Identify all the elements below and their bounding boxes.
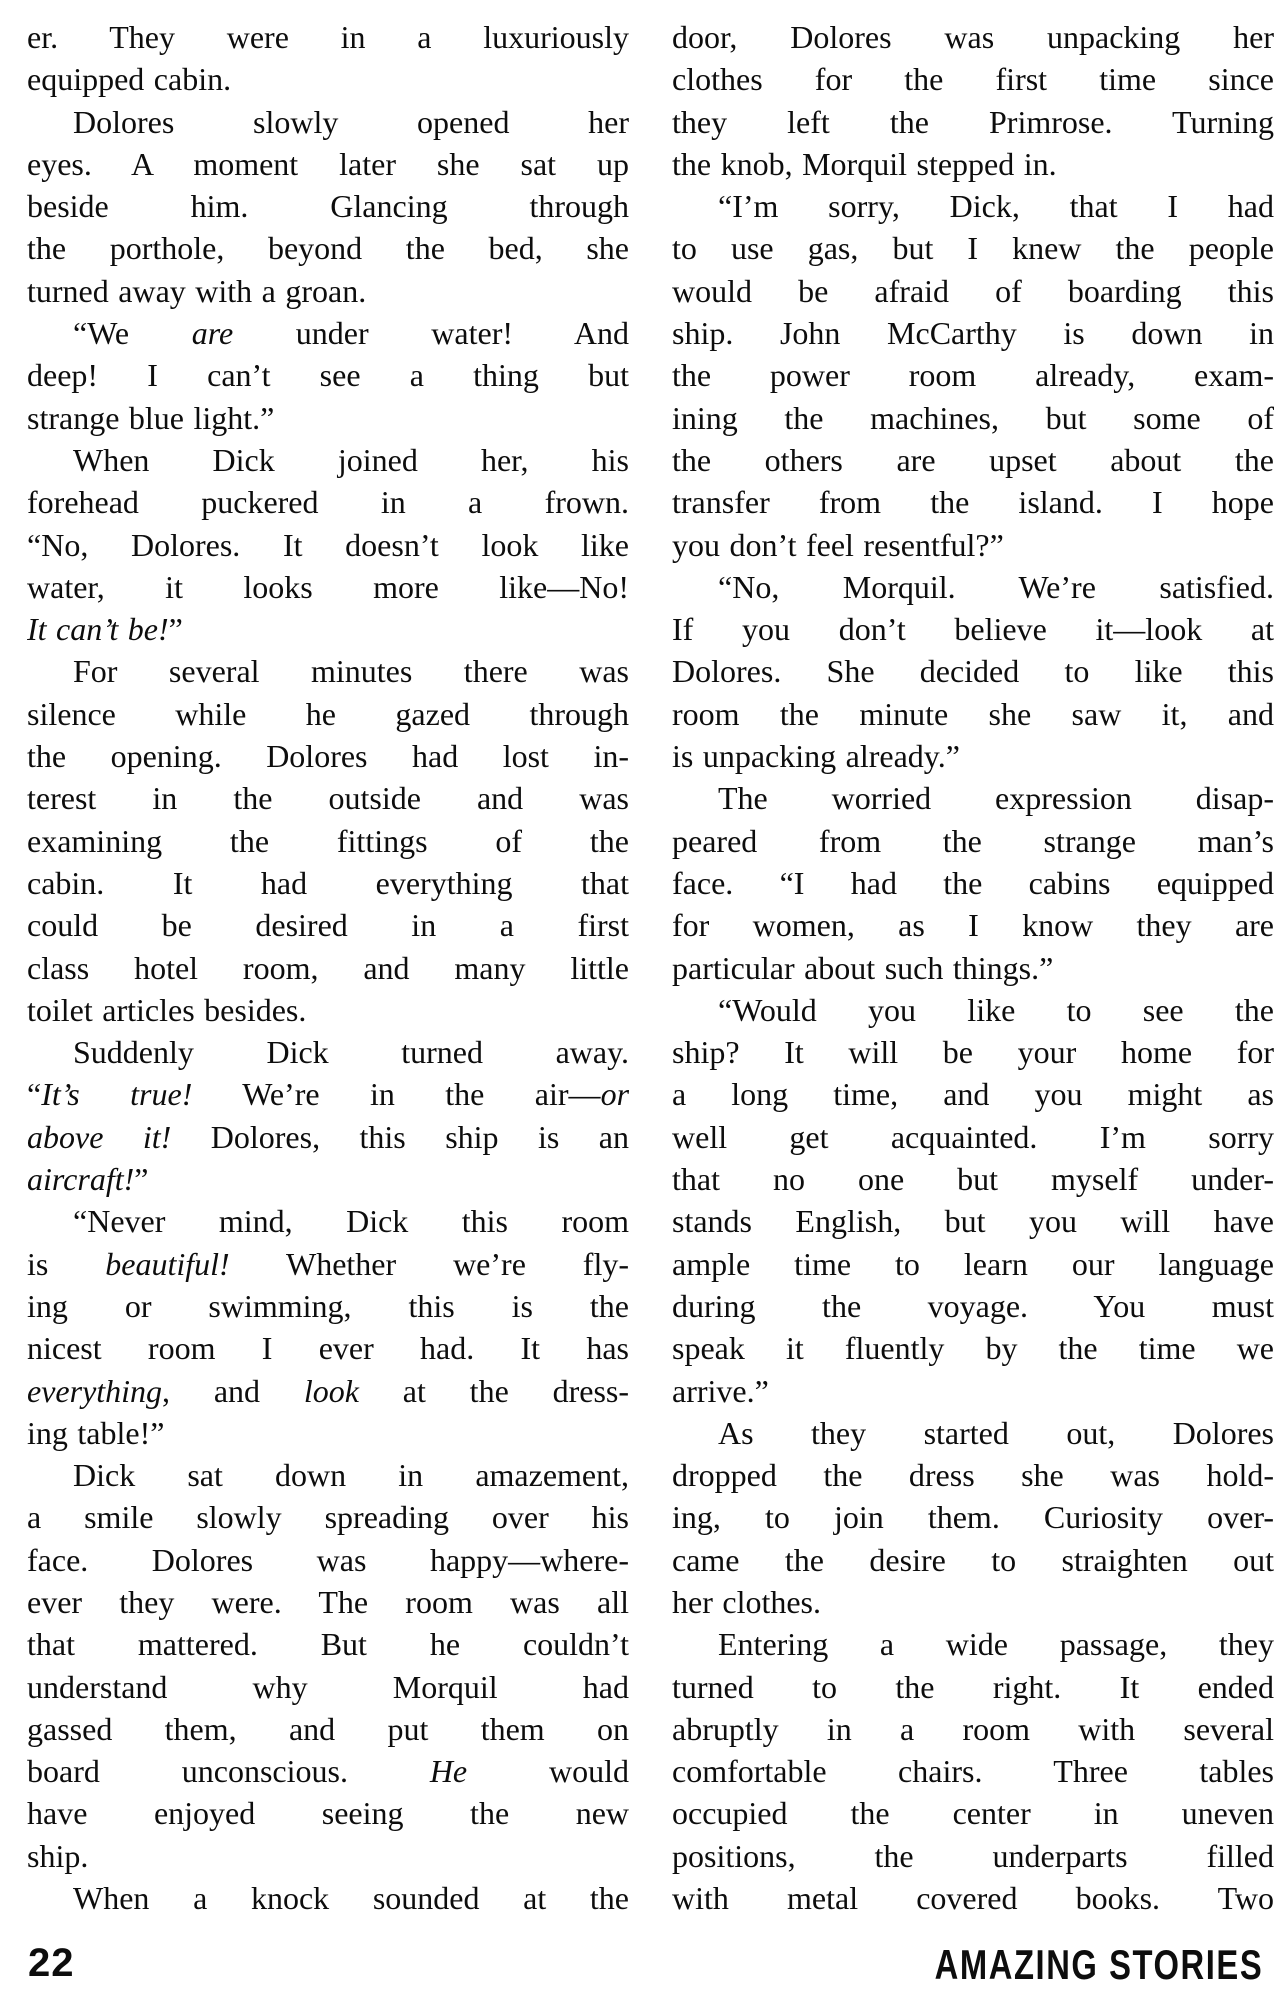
text-line: dropped the dress she was hold-: [672, 1457, 1274, 1494]
text-line: “I’m sorry, Dick, that I had: [718, 188, 1274, 225]
text-line: that no one but myself under-: [672, 1161, 1274, 1198]
text-line: speak it fluently by the time we: [672, 1330, 1274, 1367]
text-line: ing table!”: [27, 1414, 165, 1451]
text-line: everything, and look at the dress-: [27, 1372, 629, 1409]
text-line: well get acquainted. I’m sorry: [672, 1118, 1274, 1155]
text-line: terest in the outside and was: [27, 780, 629, 817]
text-line: Suddenly Dick turned away.: [73, 1034, 629, 1071]
text-line: arrive.”: [672, 1372, 769, 1409]
text-line: turned away with a groan.: [27, 272, 367, 309]
paragraph: [27, 1200, 629, 1454]
text-line: As they started out, Dolores: [718, 1414, 1274, 1451]
text-line: cabin. It had everything that: [27, 864, 629, 901]
text-line: have enjoyed seeing the new: [27, 1795, 629, 1832]
text-line: is unpacking already.”: [672, 738, 960, 775]
text-line: strange blue light.”: [27, 399, 275, 436]
text-line: room the minute she saw it, and: [672, 695, 1274, 732]
text-line: a smile slowly spreading over his: [27, 1499, 629, 1536]
text-line: peared from the strange man’s: [672, 822, 1274, 859]
text-line: is beautiful! Whether we’re fly-: [27, 1245, 629, 1282]
text-line: ing, to join them. Curiosity over-: [672, 1499, 1274, 1536]
paragraph: [672, 989, 1274, 1412]
text-line: nicest room I ever had. It has: [27, 1330, 629, 1367]
text-line: face. Dolores was happy—where-: [27, 1541, 629, 1578]
text-line: ing or swimming, this is the: [27, 1287, 629, 1324]
paragraph: [672, 777, 1274, 988]
text-line: deep! I can’t see a thing but: [27, 357, 629, 394]
text-line: they left the Primrose. Turning: [672, 103, 1274, 140]
text-line: Dolores. She decided to like this: [672, 653, 1274, 690]
text-line: Dick sat down in amazement,: [73, 1457, 629, 1494]
text-line: for women, as I know they are: [672, 907, 1274, 944]
text-line: examining the fittings of the: [27, 822, 629, 859]
paragraph: [672, 1623, 1274, 1919]
text-line: It can’t be!”: [27, 611, 183, 648]
text-line: Dolores slowly opened her: [73, 103, 629, 140]
paragraph: [672, 16, 1274, 185]
page-number: 22: [28, 1941, 75, 1985]
text-line: “No, Dolores. It doesn’t look like: [27, 526, 629, 563]
text-line: to use gas, but I knew the people: [672, 230, 1274, 267]
text-line: during the voyage. You must: [672, 1287, 1274, 1324]
text-line: comfortable chairs. Three tables: [672, 1753, 1274, 1790]
paragraph: [27, 312, 629, 439]
text-line: a long time, and you might as: [672, 1076, 1274, 1113]
paragraph: [27, 16, 629, 101]
text-line: ship? It will be your home for: [672, 1034, 1274, 1071]
text-column-right: [672, 16, 1274, 1919]
text-line: ever they were. The room was all: [27, 1583, 629, 1620]
text-line: the knob, Morquil stepped in.: [672, 145, 1057, 182]
paragraph: [27, 439, 629, 650]
text-line: ship.: [27, 1837, 89, 1874]
text-line: turned to the right. It ended: [672, 1668, 1274, 1705]
text-line: For several minutes there was: [73, 653, 629, 690]
paragraph: [672, 185, 1274, 566]
text-line: “It’s true! We’re in the air—or: [27, 1076, 629, 1113]
magazine-title: AMAZING STORIES: [934, 1941, 1263, 1988]
text-line: transfer from the island. I hope: [672, 484, 1274, 521]
text-line: er. They were in a luxuriously: [27, 19, 629, 55]
text-line: door, Dolores was unpacking her: [672, 19, 1274, 55]
text-line: When a knock sounded at the: [73, 1880, 629, 1917]
text-line: the porthole, beyond the bed, she: [27, 230, 629, 267]
text-line: If you don’t believe it—look at: [672, 611, 1274, 648]
text-line: you don’t feel resentful?”: [672, 526, 1004, 563]
text-line: eyes. A moment later she sat up: [27, 145, 629, 182]
paragraph: [672, 1412, 1274, 1623]
text-line: the others are upset about the: [672, 441, 1274, 478]
paragraph: [27, 1031, 629, 1200]
text-line: toilet articles besides.: [27, 991, 307, 1028]
text-line: could be desired in a first: [27, 907, 629, 944]
text-line: her clothes.: [672, 1583, 821, 1620]
text-line: above it! Dolores, this ship is an: [27, 1118, 629, 1155]
text-line: clothes for the first time since: [672, 61, 1274, 98]
paragraph: [27, 1454, 629, 1877]
text-line: forehead puckered in a frown.: [27, 484, 629, 521]
text-line: stands English, but you will have: [672, 1203, 1274, 1240]
text-line: came the desire to straighten out: [672, 1541, 1274, 1578]
text-line: that mattered. But he couldn’t: [27, 1626, 629, 1663]
paragraph: [672, 566, 1274, 777]
text-line: When Dick joined her, his: [73, 441, 629, 478]
text-line: particular about such things.”: [672, 949, 1054, 986]
text-line: the power room already, exam-: [672, 357, 1274, 394]
text-line: the opening. Dolores had lost in-: [27, 738, 629, 775]
text-line: ample time to learn our language: [672, 1245, 1274, 1282]
text-line: gassed them, and put them on: [27, 1710, 629, 1747]
text-line: Entering a wide passage, they: [718, 1626, 1274, 1663]
text-line: “We are under water! And: [73, 315, 629, 352]
text-line: would be afraid of boarding this: [672, 272, 1274, 309]
text-line: “Would you like to see the: [718, 991, 1274, 1028]
text-line: aircraft!”: [27, 1161, 149, 1198]
text-line: beside him. Glancing through: [27, 188, 629, 225]
text-line: understand why Morquil had: [27, 1668, 629, 1705]
paragraph: [27, 1877, 629, 1919]
text-line: with metal covered books. Two: [672, 1880, 1274, 1917]
text-line: ining the machines, but some of: [672, 399, 1274, 436]
text-line: ship. John McCarthy is down in: [672, 315, 1274, 352]
text-line: “No, Morquil. We’re satisfied.: [718, 568, 1274, 605]
text-line: silence while he gazed through: [27, 695, 629, 732]
text-line: abruptly in a room with several: [672, 1710, 1274, 1747]
text-line: “Never mind, Dick this room: [73, 1203, 629, 1240]
text-line: board unconscious. He would: [27, 1753, 629, 1790]
text-line: occupied the center in uneven: [672, 1795, 1274, 1832]
text-line: equipped cabin.: [27, 61, 232, 98]
text-line: positions, the underparts filled: [672, 1837, 1274, 1874]
text-line: class hotel room, and many little: [27, 949, 629, 986]
text-line: water, it looks more like—No!: [27, 568, 629, 605]
text-column-left: [27, 16, 629, 1919]
text-line: The worried expression disap-: [718, 780, 1274, 817]
text-line: face. “I had the cabins equipped: [672, 864, 1274, 901]
paragraph: [27, 101, 629, 312]
paragraph: [27, 650, 629, 1031]
